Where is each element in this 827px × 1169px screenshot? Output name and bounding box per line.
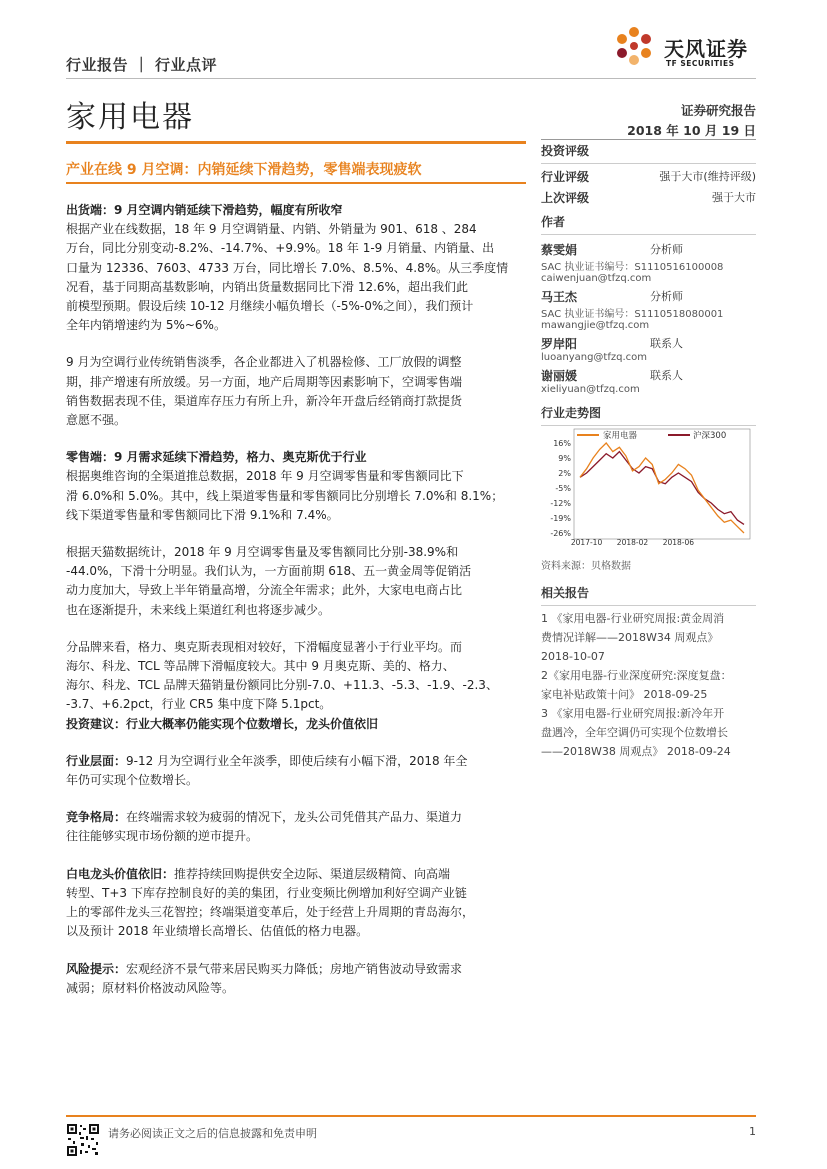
body-line: 9-12 月为空调行业全年淡季，即使后续有小幅下滑，2018 年全 — [126, 753, 468, 768]
body-line: 万台，同比分别变动-8.2%、-14.7%、+9.9%。18 年 1-9 月销量、内销量、出 — [66, 241, 495, 256]
related-line: 费情况详解——2018W34 周观点》 — [541, 631, 719, 644]
body-line: 况看，基于同期高基数影响，内销出货量数据同比下滑 12.6%，超出我们此 — [66, 279, 468, 294]
related-line: ——2018W38 周观点》 2018-09-24 — [541, 745, 731, 758]
author-cert: SAC 执业证书编号：S1110518080001 — [541, 309, 724, 320]
related-title: 相关报告 — [541, 586, 590, 600]
y-tick-label: -5% — [555, 484, 571, 493]
body-line: 往往能够实现市场份额的逆市提升。 — [66, 829, 259, 844]
author-card — [541, 288, 756, 331]
report-label: 证券研究报告 — [680, 103, 756, 118]
last-rating-label: 上次评级 — [541, 191, 590, 205]
author-card — [541, 241, 756, 284]
author-name: 马王杰 — [541, 290, 578, 304]
body-line: 转型、T+3 下库存控制良好的美的集团，行业变频比例增加利好空调产业链 — [66, 885, 467, 900]
x-tick-label: 2018-02 — [616, 538, 649, 547]
series-line-home-appliance — [580, 443, 744, 533]
body-line: 线下渠道零售量和零售额同比下滑 9.1%和 7.4%。 — [66, 507, 339, 522]
author-email[interactable]: luoanyang@tfzq.com — [541, 352, 648, 363]
industry-rating-label: 行业评级 — [541, 170, 590, 184]
related-line: 3 《家用电器-行业研究周报:新冷年开 — [541, 707, 725, 720]
logo-text: 天风证券 — [664, 37, 748, 61]
section-lead: 出货端：9 月空调内销延续下滑趋势，幅度有所收窄 — [66, 203, 343, 217]
x-tick-label: 2017-10 — [570, 538, 603, 547]
body-line: 销售数据表现不佳，渠道库存压力有所上升，新冷年开盘后经销商打款提货 — [66, 393, 463, 408]
report-date: 2018 年 10 月 19 日 — [627, 123, 756, 138]
body-line: -3.7、+6.2pct，行业 CR5 集中度下降 5.1pct。 — [66, 697, 332, 712]
footer-rule — [66, 1115, 756, 1117]
body-line: 也在逐渐提升，未来线上渠道红利也将逐步减少。 — [66, 602, 331, 617]
author-card — [541, 335, 756, 363]
invest-lead: 投资建议：行业大概率仍能实现个位数增长，龙头价值依旧 — [66, 716, 379, 731]
body-line: 减弱；原材料价格波动风险等。 — [66, 980, 235, 995]
author-role: 分析师 — [650, 290, 683, 303]
body-line: 动力度加大，导致上半年销量高增，分流全年需求；此外，大家电电商占比 — [66, 583, 463, 598]
author-role: 分析师 — [650, 243, 683, 256]
page-title: 家用电器 — [66, 100, 194, 135]
report-type: 行业报告 ｜ 行业点评 — [66, 56, 217, 74]
rating-panel — [541, 142, 756, 206]
body-line: 推荐持续回购提供安全边际、渠道层级精简、向高端 — [174, 866, 451, 881]
body-line: -44.0%，下滑十分明显。我们认为，一方面前期 618、五一黄金周等促销活 — [66, 564, 472, 579]
legend-label-csi300: 沪深300 — [693, 431, 727, 441]
body-line: 9 月为空调行业传统销售淡季，各企业都进入了机器检修、工厂放假的调整 — [66, 355, 462, 370]
related-line: 家电补贴政策十问》 2018-09-25 — [541, 688, 708, 701]
body-line: 分品牌来看，格力、奥克斯表现相对较好，下滑幅度显著小于行业平均。而 — [66, 639, 463, 654]
industry-rating-value: 强于大市(维持评级) — [659, 170, 756, 183]
headline-rule — [66, 182, 526, 184]
series-line-csi300 — [580, 452, 744, 525]
headline: 产业在线 9 月空调：内销延续下滑趋势，零售端表现疲软 — [66, 162, 422, 178]
body-line: 根据产业在线数据，18 年 9 月空调销量、内销、外销量为 901、618 、284 — [66, 222, 477, 237]
header-divider — [66, 78, 756, 79]
author-role: 联系人 — [650, 337, 683, 350]
related-line: 2018-10-07 — [541, 650, 605, 663]
body-line: 全年内销增速约为 5%~6%。 — [66, 318, 226, 333]
body-line: 根据奥维咨询的全渠道推总数据，2018 年 9 月空调零售量和零售额同比下 — [66, 469, 464, 484]
related-report[interactable] — [541, 704, 756, 761]
y-tick-label: -26% — [550, 529, 571, 538]
last-rating-value: 强于大市 — [712, 191, 756, 204]
body-line: 口量为 12336、7603、4733 万台，同比增长 7.0%、8.5%、4.8%。从三季度情 — [66, 260, 509, 275]
body-line: 宏观经济不景气带来居民购买力降低；房地产销售波动导致需求 — [126, 961, 463, 976]
section-lead: 零售端：9 月需求延续下滑趋势，格力、奥克斯优于行业 — [66, 450, 367, 465]
side-rule — [541, 139, 756, 140]
logo-subtext: TF SECURITIES — [666, 59, 735, 68]
related-line: 1 《家用电器-行业研究周报:黄金周消 — [541, 612, 725, 625]
invest-label: 竞争格局： — [66, 810, 127, 825]
body-line: 期，排产增速有所放缓。另一方面，地产后周期等因素影响下，空调零售端 — [66, 374, 463, 389]
trend-panel — [541, 404, 756, 426]
invest-label: 白电龙头价值依旧： — [66, 866, 175, 881]
author-title: 作者 — [541, 215, 566, 229]
legend-label-home-appliance: 家用电器 — [603, 431, 638, 441]
related-panel — [541, 584, 756, 761]
body-line: 年仍可实现个位数增长。 — [66, 773, 199, 788]
rating-title: 投资评级 — [541, 144, 590, 158]
x-tick-label: 2018-06 — [662, 538, 695, 547]
y-tick-label: 16% — [553, 439, 571, 448]
author-name: 谢丽媛 — [541, 369, 578, 383]
author-name: 蔡雯娟 — [541, 243, 578, 257]
author-email[interactable]: mawangjie@tfzq.com — [541, 320, 650, 331]
author-cert: SAC 执业证书编号：S1110516100008 — [541, 262, 724, 273]
chart-source: 资料来源：贝格数据 — [541, 561, 631, 572]
title-rule — [66, 141, 526, 144]
body-line: 海尔、科龙、TCL 等品牌下滑幅度较大。其中 9 月奥克斯、美的、格力、 — [66, 659, 455, 674]
y-tick-label: -12% — [550, 499, 571, 508]
qr-code-icon — [66, 1123, 100, 1157]
footer-disclaimer[interactable]: 请务必阅读正文之后的信息披露和免责申明 — [108, 1127, 317, 1140]
main-body — [66, 201, 521, 998]
body-line: 意愿不强。 — [66, 413, 127, 428]
author-role: 联系人 — [650, 369, 683, 382]
author-card — [541, 367, 756, 395]
page-number: 1 — [749, 1125, 756, 1138]
invest-label: 风险提示： — [66, 961, 127, 976]
y-tick-label: 9% — [558, 454, 571, 463]
invest-label: 行业层面： — [66, 753, 127, 768]
body-line: 上的零部件龙头三花智控；终端渠道变革后，处于经营上升周期的青岛海尔， — [66, 905, 475, 920]
trend-title: 行业走势图 — [541, 406, 602, 420]
y-tick-label: -19% — [550, 514, 571, 523]
related-line: 盘遇冷，全年空调仍可实现个位数增长 — [541, 726, 728, 739]
author-email[interactable]: xieliyuan@tfzq.com — [541, 384, 640, 395]
trend-chart — [541, 425, 756, 550]
body-line: 海尔、科龙、TCL 品牌天猫销量份额同比分别-7.0、+11.3、-5.3、-1.9、-2.3、 — [66, 678, 498, 693]
body-line: 以及预计 2018 年业绩增长高增长、估值低的格力电器。 — [66, 924, 369, 939]
author-email[interactable]: caiwenjuan@tfzq.com — [541, 273, 652, 284]
body-line: 根据天猫数据统计，2018 年 9 月空调零售量及零售额同比分别-38.9%和 — [66, 545, 459, 560]
related-line: 2《家用电器-行业深度研究:深度复盘： — [541, 669, 732, 682]
y-tick-label: 2% — [558, 469, 571, 478]
body-line: 滑 6.0%和 5.0%。其中，线上渠道零售量和零售额同比分别增长 7.0%和 8.1%； — [66, 488, 504, 503]
author-panel — [541, 213, 756, 395]
related-report[interactable] — [541, 666, 756, 704]
body-line: 在终端需求较为疲弱的情况下，龙头公司凭借其产品力、渠道力 — [126, 810, 463, 825]
author-name: 罗岸阳 — [541, 337, 578, 351]
related-report[interactable] — [541, 609, 756, 666]
body-line: 前模型预期。假设后续 10-12 月继续小幅负增长（-5%-0%之间），我们预计 — [66, 299, 474, 314]
